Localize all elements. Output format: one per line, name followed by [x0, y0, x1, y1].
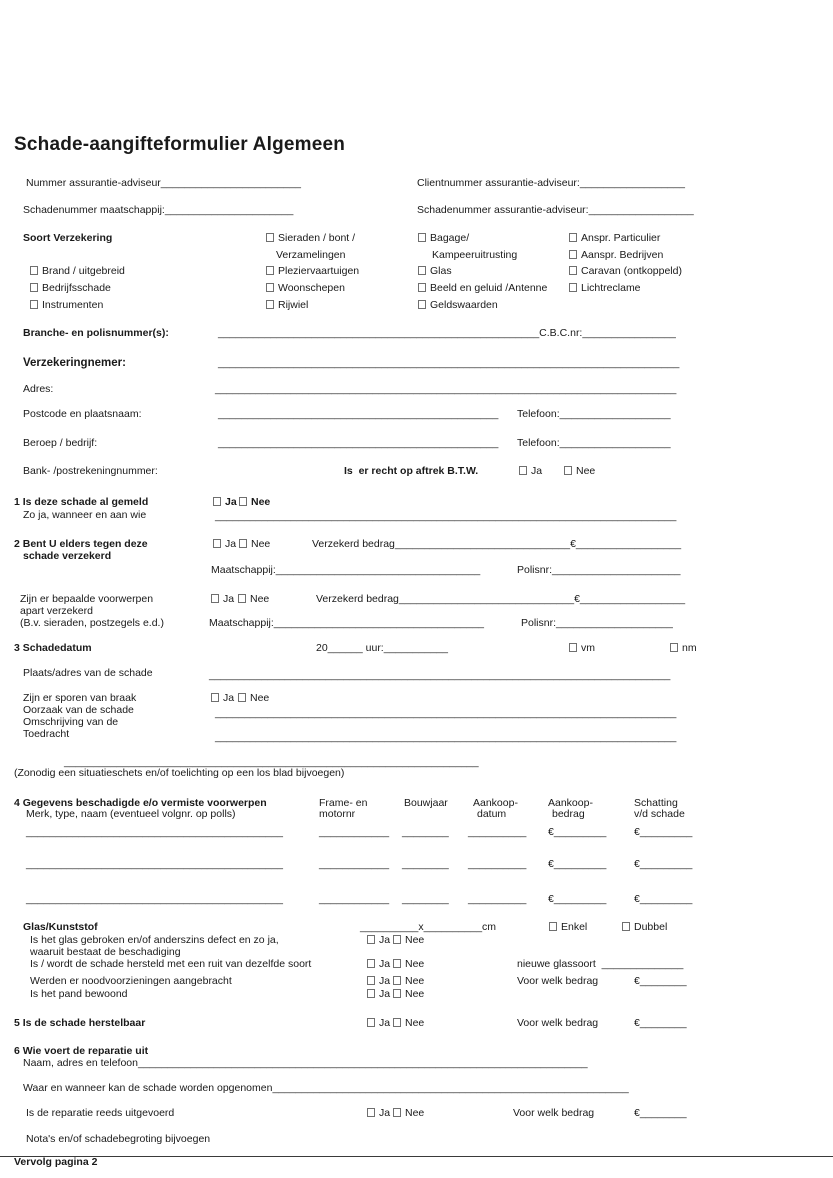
checkbox-icon[interactable] — [367, 959, 375, 968]
page-title: Schade-aangifteformulier Algemeen — [14, 134, 346, 155]
option-illuminated-sign[interactable]: Lichtreclame — [569, 282, 641, 294]
vat-no[interactable]: Nee — [564, 465, 595, 477]
glass-q4-no[interactable]: Nee — [393, 988, 424, 1000]
phone-field-1[interactable]: Telefoon:___________________ — [517, 408, 671, 420]
q6-done-label: Is de reparatie reeds uitgevoerd — [26, 1107, 175, 1119]
q3-pm[interactable]: nm — [670, 642, 697, 654]
checkbox-icon[interactable] — [30, 266, 38, 275]
col-estimate-header-2: v/d schade — [634, 808, 685, 820]
col-purchase-price-header: Aankoop- — [548, 797, 593, 809]
checkbox-icon[interactable] — [239, 539, 247, 548]
glass-q4-label: Is het pand bewoond — [30, 988, 128, 1000]
q2-label: 2 Bent U elders tegen deze — [14, 538, 148, 550]
checkbox-icon[interactable] — [393, 959, 401, 968]
branch-policy-label: Branche- en polisnummer(s): — [23, 327, 169, 339]
item-row-3-name[interactable]: ____________________________________________ — [26, 893, 283, 905]
checkbox-icon[interactable] — [266, 233, 274, 242]
checkbox-icon[interactable] — [549, 922, 557, 931]
glass-q3-yes[interactable]: Ja — [367, 975, 390, 987]
q6-notes: Nota's en/of schadebegroting bijvoegen — [26, 1133, 211, 1145]
checkbox-icon[interactable] — [418, 266, 426, 275]
q1-label: 1 Is deze schade al gemeld — [14, 496, 149, 508]
checkbox-icon[interactable] — [238, 693, 246, 702]
option-valuables[interactable]: Geldswaarden — [418, 299, 498, 311]
option-houseboats[interactable]: Woonschepen — [266, 282, 345, 294]
q3-traces-yes[interactable]: Ja — [211, 692, 234, 704]
address-label: Adres: — [23, 383, 54, 395]
q5-no[interactable]: Nee — [393, 1017, 424, 1029]
new-glass-field[interactable]: nieuwe glassoort ______________ — [517, 958, 684, 970]
q2-amount-field-2[interactable]: Verzekerd bedrag______________________________€__________________ — [316, 593, 686, 605]
option-jewelry[interactable]: Sieraden / bont / — [266, 232, 355, 244]
glass-q3-label: Werden er noodvoorzieningen aangebracht — [30, 975, 232, 987]
item-row-1-date[interactable]: __________ — [468, 826, 527, 838]
vat-yes[interactable]: Ja — [519, 465, 542, 477]
checkbox-icon[interactable] — [211, 693, 219, 702]
option-fire[interactable]: Brand / uitgebreid — [30, 265, 125, 277]
checkbox-icon[interactable] — [569, 643, 577, 652]
q6-amount-field[interactable]: €________ — [634, 1107, 687, 1119]
q2-amount-field[interactable]: Verzekerd bedrag______________________________€__________________ — [312, 538, 682, 550]
glass-q1-label-2: waaruit bestaat de beschadiging — [30, 946, 181, 958]
q6-label: 6 Wie voert de reparatie uit — [14, 1045, 149, 1057]
vat-question: Is er recht op aftrek B.T.W. — [344, 465, 479, 477]
item-row-3-estimate[interactable]: €_________ — [634, 893, 693, 905]
q5-amount-label: Voor welk bedrag — [517, 1017, 599, 1029]
q4-sub: Merk, type, naam (eventueel volgnr. op polls) — [26, 808, 236, 820]
option-glass[interactable]: Glas — [418, 265, 452, 277]
q6-inspect-field[interactable]: Waar en wanneer kan de schade worden opgenomen_____________________________________________________________ — [23, 1082, 629, 1094]
option-instruments[interactable]: Instrumenten — [30, 299, 103, 311]
q3-traces-no[interactable]: Nee — [238, 692, 269, 704]
checkbox-icon[interactable] — [564, 466, 572, 475]
option-liability-business[interactable]: Aanspr. Bedrijven — [569, 249, 663, 261]
checkbox-icon[interactable] — [670, 643, 678, 652]
q3-note: (Zonodig een situatieschets en/of toelichting op een los blad bijvoegen) — [14, 767, 345, 779]
glass-q3-amount-field[interactable]: €________ — [634, 975, 687, 987]
q2-label-cont: schade verzekerd — [23, 550, 112, 562]
checkbox-icon[interactable] — [393, 1018, 401, 1027]
checkbox-icon[interactable] — [213, 539, 221, 548]
checkbox-icon[interactable] — [367, 1108, 375, 1117]
item-row-2-year[interactable]: ________ — [402, 858, 449, 870]
option-jewelry-cont: Verzamelingen — [276, 249, 346, 261]
q3-place-label: Plaats/adres van de schade — [23, 667, 153, 679]
checkbox-icon[interactable] — [238, 594, 246, 603]
checkbox-icon[interactable] — [418, 283, 426, 292]
option-audio-video[interactable]: Beeld en geluid /Antenne — [418, 282, 547, 294]
q3-cause-field[interactable]: _______________________________________________________________________________ — [215, 707, 677, 719]
item-row-3-year[interactable]: ________ — [402, 893, 449, 905]
checkbox-icon[interactable] — [393, 935, 401, 944]
glass-q1-label: Is het glas gebroken en/of anderszins defect en zo ja, — [30, 934, 279, 946]
checkbox-icon[interactable] — [367, 976, 375, 985]
q5-label: 5 Is de schade herstelbaar — [14, 1017, 146, 1029]
q3-description-field[interactable]: _______________________________________________________________________________ — [215, 731, 677, 743]
q2-items-yes[interactable]: Ja — [211, 593, 234, 605]
checkbox-icon[interactable] — [519, 466, 527, 475]
checkbox-icon[interactable] — [239, 497, 247, 506]
glass-q2-label: Is / wordt de schade hersteld met een ruit van dezelfde soort — [30, 958, 312, 970]
col-purchase-date-header-2: datum — [477, 808, 507, 820]
q4-label: 4 Gegevens beschadigde e/o vermiste voorwerpen — [14, 797, 267, 809]
q3-description-label-2: Toedracht — [23, 728, 70, 740]
item-row-1-price[interactable]: €_________ — [548, 826, 607, 838]
checkbox-icon[interactable] — [393, 976, 401, 985]
q2-company-field[interactable]: Maatschappij:___________________________________ — [211, 564, 481, 576]
item-row-3-price[interactable]: €_________ — [548, 893, 607, 905]
col-frame-header-2: motornr — [319, 808, 356, 820]
option-business-damage[interactable]: Bedrijfsschade — [30, 282, 111, 294]
option-luggage-cont: Kampeeruitrusting — [432, 249, 518, 261]
item-row-2-date[interactable]: __________ — [468, 858, 527, 870]
q3-description-label: Omschrijving van de — [23, 716, 119, 728]
phone-field-2[interactable]: Telefoon:___________________ — [517, 437, 671, 449]
checkbox-icon[interactable] — [211, 594, 219, 603]
q2-items-label: Zijn er bepaalde voorwerpen — [20, 593, 154, 605]
q1-no[interactable]: Nee — [239, 496, 270, 508]
option-liability-private[interactable]: Anspr. Particulier — [569, 232, 660, 244]
q2-policy-field[interactable]: Polisnr:______________________ — [517, 564, 681, 576]
continue-page-label: Vervolg pagina 2 — [14, 1156, 98, 1168]
checkbox-icon[interactable] — [418, 233, 426, 242]
q6-amount-label: Voor welk bedrag — [513, 1107, 595, 1119]
claim-number-advisor-field[interactable]: Schadenummer assurantie-adviseur:__________________ — [417, 204, 694, 216]
glass-single[interactable]: Enkel — [549, 921, 587, 933]
occupation-field[interactable]: ________________________________________________ — [218, 437, 499, 449]
q6-yes[interactable]: Ja — [367, 1107, 390, 1119]
q3-am[interactable]: vm — [569, 642, 595, 654]
item-row-1-year[interactable]: ________ — [402, 826, 449, 838]
insured-label: Verzekeringnemer: — [23, 357, 126, 369]
checkbox-icon[interactable] — [418, 300, 426, 309]
glass-q3-no[interactable]: Nee — [393, 975, 424, 987]
q3-cause-label: Oorzaak van de schade — [23, 704, 134, 716]
checkbox-icon[interactable] — [367, 935, 375, 944]
item-row-1-name[interactable]: ____________________________________________ — [26, 826, 283, 838]
option-caravan[interactable]: Caravan (ontkoppeld) — [569, 265, 682, 277]
client-number-field[interactable]: Clientnummer assurantie-adviseur:__________________ — [417, 177, 685, 189]
option-bicycle[interactable]: Rijwiel — [266, 299, 308, 311]
option-luggage[interactable]: Bagage/ — [418, 232, 469, 244]
checkbox-icon[interactable] — [266, 283, 274, 292]
checkbox-icon[interactable] — [266, 266, 274, 275]
checkbox-icon[interactable] — [266, 300, 274, 309]
postcode-field[interactable]: ________________________________________________ — [218, 408, 499, 420]
q5-yes[interactable]: Ja — [367, 1017, 390, 1029]
claim-number-company-field[interactable]: Schadenummer maatschappij:______________________ — [23, 204, 294, 216]
item-row-2-estimate[interactable]: €_________ — [634, 858, 693, 870]
checkbox-icon[interactable] — [213, 497, 221, 506]
branch-policy-field[interactable]: _______________________________________________________C.B.C.nr:________________ — [218, 327, 676, 339]
q6-name-field[interactable]: Naam, adres en telefoon_____________________________________________________________________________ — [23, 1057, 588, 1069]
checkbox-icon[interactable] — [569, 233, 577, 242]
advisor-number-field[interactable]: Nummer assurantie-adviseur________________________ — [26, 177, 301, 189]
glass-size-field[interactable]: __________x__________cm — [360, 921, 497, 933]
item-row-1-estimate[interactable]: €_________ — [634, 826, 693, 838]
glass-q1-no[interactable]: Nee — [393, 934, 424, 946]
q3-date-field[interactable]: 20______ uur:___________ — [316, 642, 448, 654]
checkbox-icon[interactable] — [367, 989, 375, 998]
col-purchase-date-header: Aankoop- — [473, 797, 518, 809]
q1-yes[interactable]: Ja — [213, 496, 237, 508]
q2-items-no[interactable]: Nee — [238, 593, 269, 605]
checkbox-icon[interactable] — [569, 266, 577, 275]
q2-policy-field-2[interactable]: Polisnr:____________________ — [521, 617, 673, 629]
glass-q3-amount-label: Voor welk bedrag — [517, 975, 599, 987]
address-field[interactable]: _______________________________________________________________________________ — [215, 383, 677, 395]
checkbox-icon[interactable] — [569, 250, 577, 259]
bank-account-label: Bank- /postrekeningnummer: — [23, 465, 158, 477]
q2-no[interactable]: Nee — [239, 538, 270, 550]
checkbox-icon[interactable] — [30, 283, 38, 292]
glass-q2-no[interactable]: Nee — [393, 958, 424, 970]
item-row-1-frame[interactable]: ____________ — [319, 826, 390, 838]
insured-field[interactable]: _______________________________________________________________________________ — [218, 357, 680, 369]
item-row-2-name[interactable]: ____________________________________________ — [26, 858, 283, 870]
q2-items-label-3: (B.v. sieraden, postzegels e.d.) — [20, 617, 164, 629]
checkbox-icon[interactable] — [393, 1108, 401, 1117]
insurance-type-label: Soort Verzekering — [23, 232, 113, 244]
col-year-header: Bouwjaar — [404, 797, 448, 809]
q2-company-field-2[interactable]: Maatschappij:____________________________________ — [209, 617, 485, 629]
q3-note-line[interactable]: _______________________________________________________________________ — [64, 756, 479, 768]
checkbox-icon[interactable] — [393, 989, 401, 998]
item-row-2-frame[interactable]: ____________ — [319, 858, 390, 870]
col-frame-header: Frame- en — [319, 797, 368, 809]
occupation-label: Beroep / bedrijf: — [23, 437, 98, 449]
q3-traces-label: Zijn er sporen van braak — [23, 692, 137, 704]
q5-amount-field[interactable]: €________ — [634, 1017, 687, 1029]
checkbox-icon[interactable] — [30, 300, 38, 309]
q1-field[interactable]: _______________________________________________________________________________ — [215, 510, 677, 522]
glass-label: Glas/Kunststof — [23, 921, 98, 933]
glass-q2-yes[interactable]: Ja — [367, 958, 390, 970]
footer-divider — [0, 1156, 833, 1157]
q6-no[interactable]: Nee — [393, 1107, 424, 1119]
q3-place-field[interactable]: _______________________________________________________________________________ — [209, 669, 671, 681]
glass-q1-yes[interactable]: Ja — [367, 934, 390, 946]
item-row-3-date[interactable]: __________ — [468, 893, 527, 905]
item-row-2-price[interactable]: €_________ — [548, 858, 607, 870]
checkbox-icon[interactable] — [569, 283, 577, 292]
glass-q4-yes[interactable]: Ja — [367, 988, 390, 1000]
option-pleasure-craft[interactable]: Pleziervaartuigen — [266, 265, 359, 277]
q2-yes[interactable]: Ja — [213, 538, 236, 550]
glass-double[interactable]: Dubbel — [622, 921, 667, 933]
col-estimate-header: Schatting — [634, 797, 678, 809]
q1-sub: Zo ja, wanneer en aan wie — [23, 509, 147, 521]
checkbox-icon[interactable] — [622, 922, 630, 931]
q3-label: 3 Schadedatum — [14, 642, 92, 654]
item-row-3-frame[interactable]: ____________ — [319, 893, 390, 905]
postcode-label: Postcode en plaatsnaam: — [23, 408, 142, 420]
checkbox-icon[interactable] — [367, 1018, 375, 1027]
col-purchase-price-header-2: bedrag — [552, 808, 585, 820]
q2-items-label-2: apart verzekerd — [20, 605, 93, 617]
